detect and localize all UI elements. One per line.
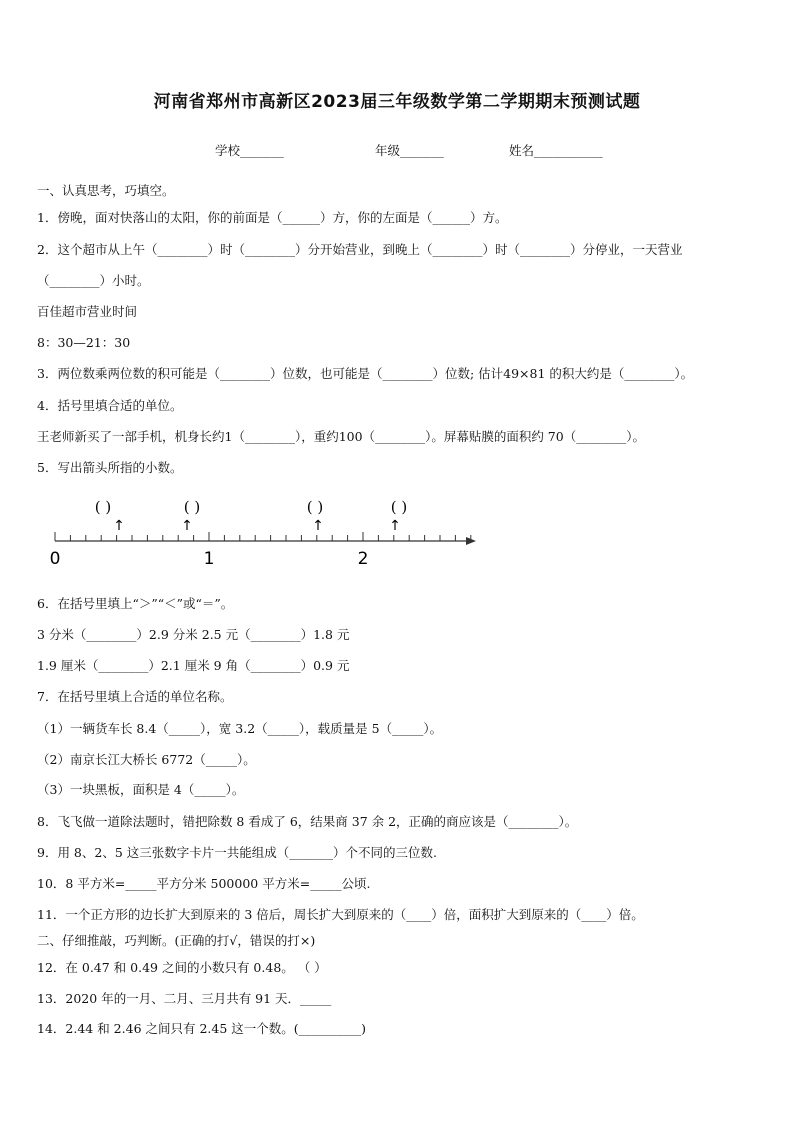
label-2: 2 — [357, 549, 369, 569]
question-5: 5．写出箭头所指的小数。 — [37, 460, 183, 475]
page-title: 河南省郑州市高新区2023届三年级数学第二学期期末预测试题 — [153, 92, 641, 112]
store-hours-label: 百佳超市营业时间 — [37, 304, 138, 319]
question-13: 13．2020 年的一月、二月、三月共有 91 天．_____ — [37, 991, 332, 1006]
label-0: 0 — [49, 549, 61, 569]
question-2-continued: （________）小时。 — [37, 273, 150, 288]
arrow-3: ↑ — [312, 518, 324, 534]
store-hours-value: 8：30—21：30 — [37, 335, 131, 350]
question-4: 4．括号里填合适的单位。 — [37, 398, 183, 413]
question-9: 9．用 8、2、5 这三张数字卡片一共能组成（_______）个不同的三位数. — [37, 845, 437, 860]
section-two-heading: 二、仔细推敲，巧判断。(正确的打√，错误的打×) — [37, 933, 316, 948]
question-7: 7．在括号里填上合适的单位名称。 — [37, 689, 233, 704]
arrow-1: ↑ — [113, 518, 125, 534]
question-10: 10．8 平方米=_____平方分米 500000 平方米=_____公顷. — [37, 876, 371, 891]
school-field: 学校_______ — [215, 143, 284, 158]
arrow-2: ↑ — [181, 518, 193, 534]
question-6: 6．在括号里填上“＞”“＜”或“＝”。 — [37, 596, 234, 611]
bracket-2: ( ) — [183, 498, 201, 516]
question-2: 2．这个超市从上午（________）时（________）分开始营业，到晚上（________）时（________）分停业，一天营业 — [37, 242, 683, 257]
bracket-1: ( ) — [94, 498, 112, 516]
question-7-part-2: （2）南京长江大桥长 6772（_____）。 — [37, 752, 256, 767]
question-6-row-2: 1.9 厘米（________）2.1 厘米 9 角（________）0.9 元 — [37, 658, 350, 673]
bracket-4: ( ) — [390, 498, 408, 516]
question-11: 11．一个正方形的边长扩大到原来的 3 倍后，周长扩大到原来的（____）倍，面积扩大到原来的（____）倍。 — [37, 907, 644, 922]
question-7-part-3: （3）一块黑板，面积是 4（_____）。 — [37, 782, 245, 797]
question-1: 1．傍晚，面对快落山的太阳，你的前面是（______）方，你的左面是（______）方。 — [37, 210, 508, 225]
question-7-part-1: （1）一辆货车长 8.4（_____），宽 3.2（_____），载质量是 5（_____）。 — [37, 721, 443, 736]
question-14: 14．2.44 和 2.46 之间只有 2.45 这一个数。(__________) — [37, 1021, 367, 1036]
label-1: 1 — [203, 549, 215, 569]
question-4-content: 王老师新买了一部手机，机身长约1（________），重约100（________）。屏幕贴膜的面积约 70（________）。 — [37, 429, 645, 444]
arrow-4: ↑ — [389, 518, 401, 534]
question-3: 3．两位数乘两位数的积可能是（________）位数，也可能是（________）位数; 估计49×81 的积大约是（________）。 — [37, 366, 694, 381]
question-12: 12．在 0.47 和 0.49 之间的小数只有 0.48。 （ ） — [37, 960, 327, 975]
bracket-3: ( ) — [306, 498, 324, 516]
grade-field: 年级_______ — [375, 143, 444, 158]
section-one-heading: 一、认真思考，巧填空。 — [37, 183, 175, 198]
name-field: 姓名___________ — [509, 143, 603, 158]
question-8: 8．飞飞做一道除法题时，错把除数 8 看成了 6，结果商 37 余 2，正确的商应该是（________）。 — [37, 814, 578, 829]
question-6-row-1: 3 分米（________）2.9 分米 2.5 元（________）1.8 元 — [37, 627, 350, 642]
number-line — [45, 492, 485, 576]
